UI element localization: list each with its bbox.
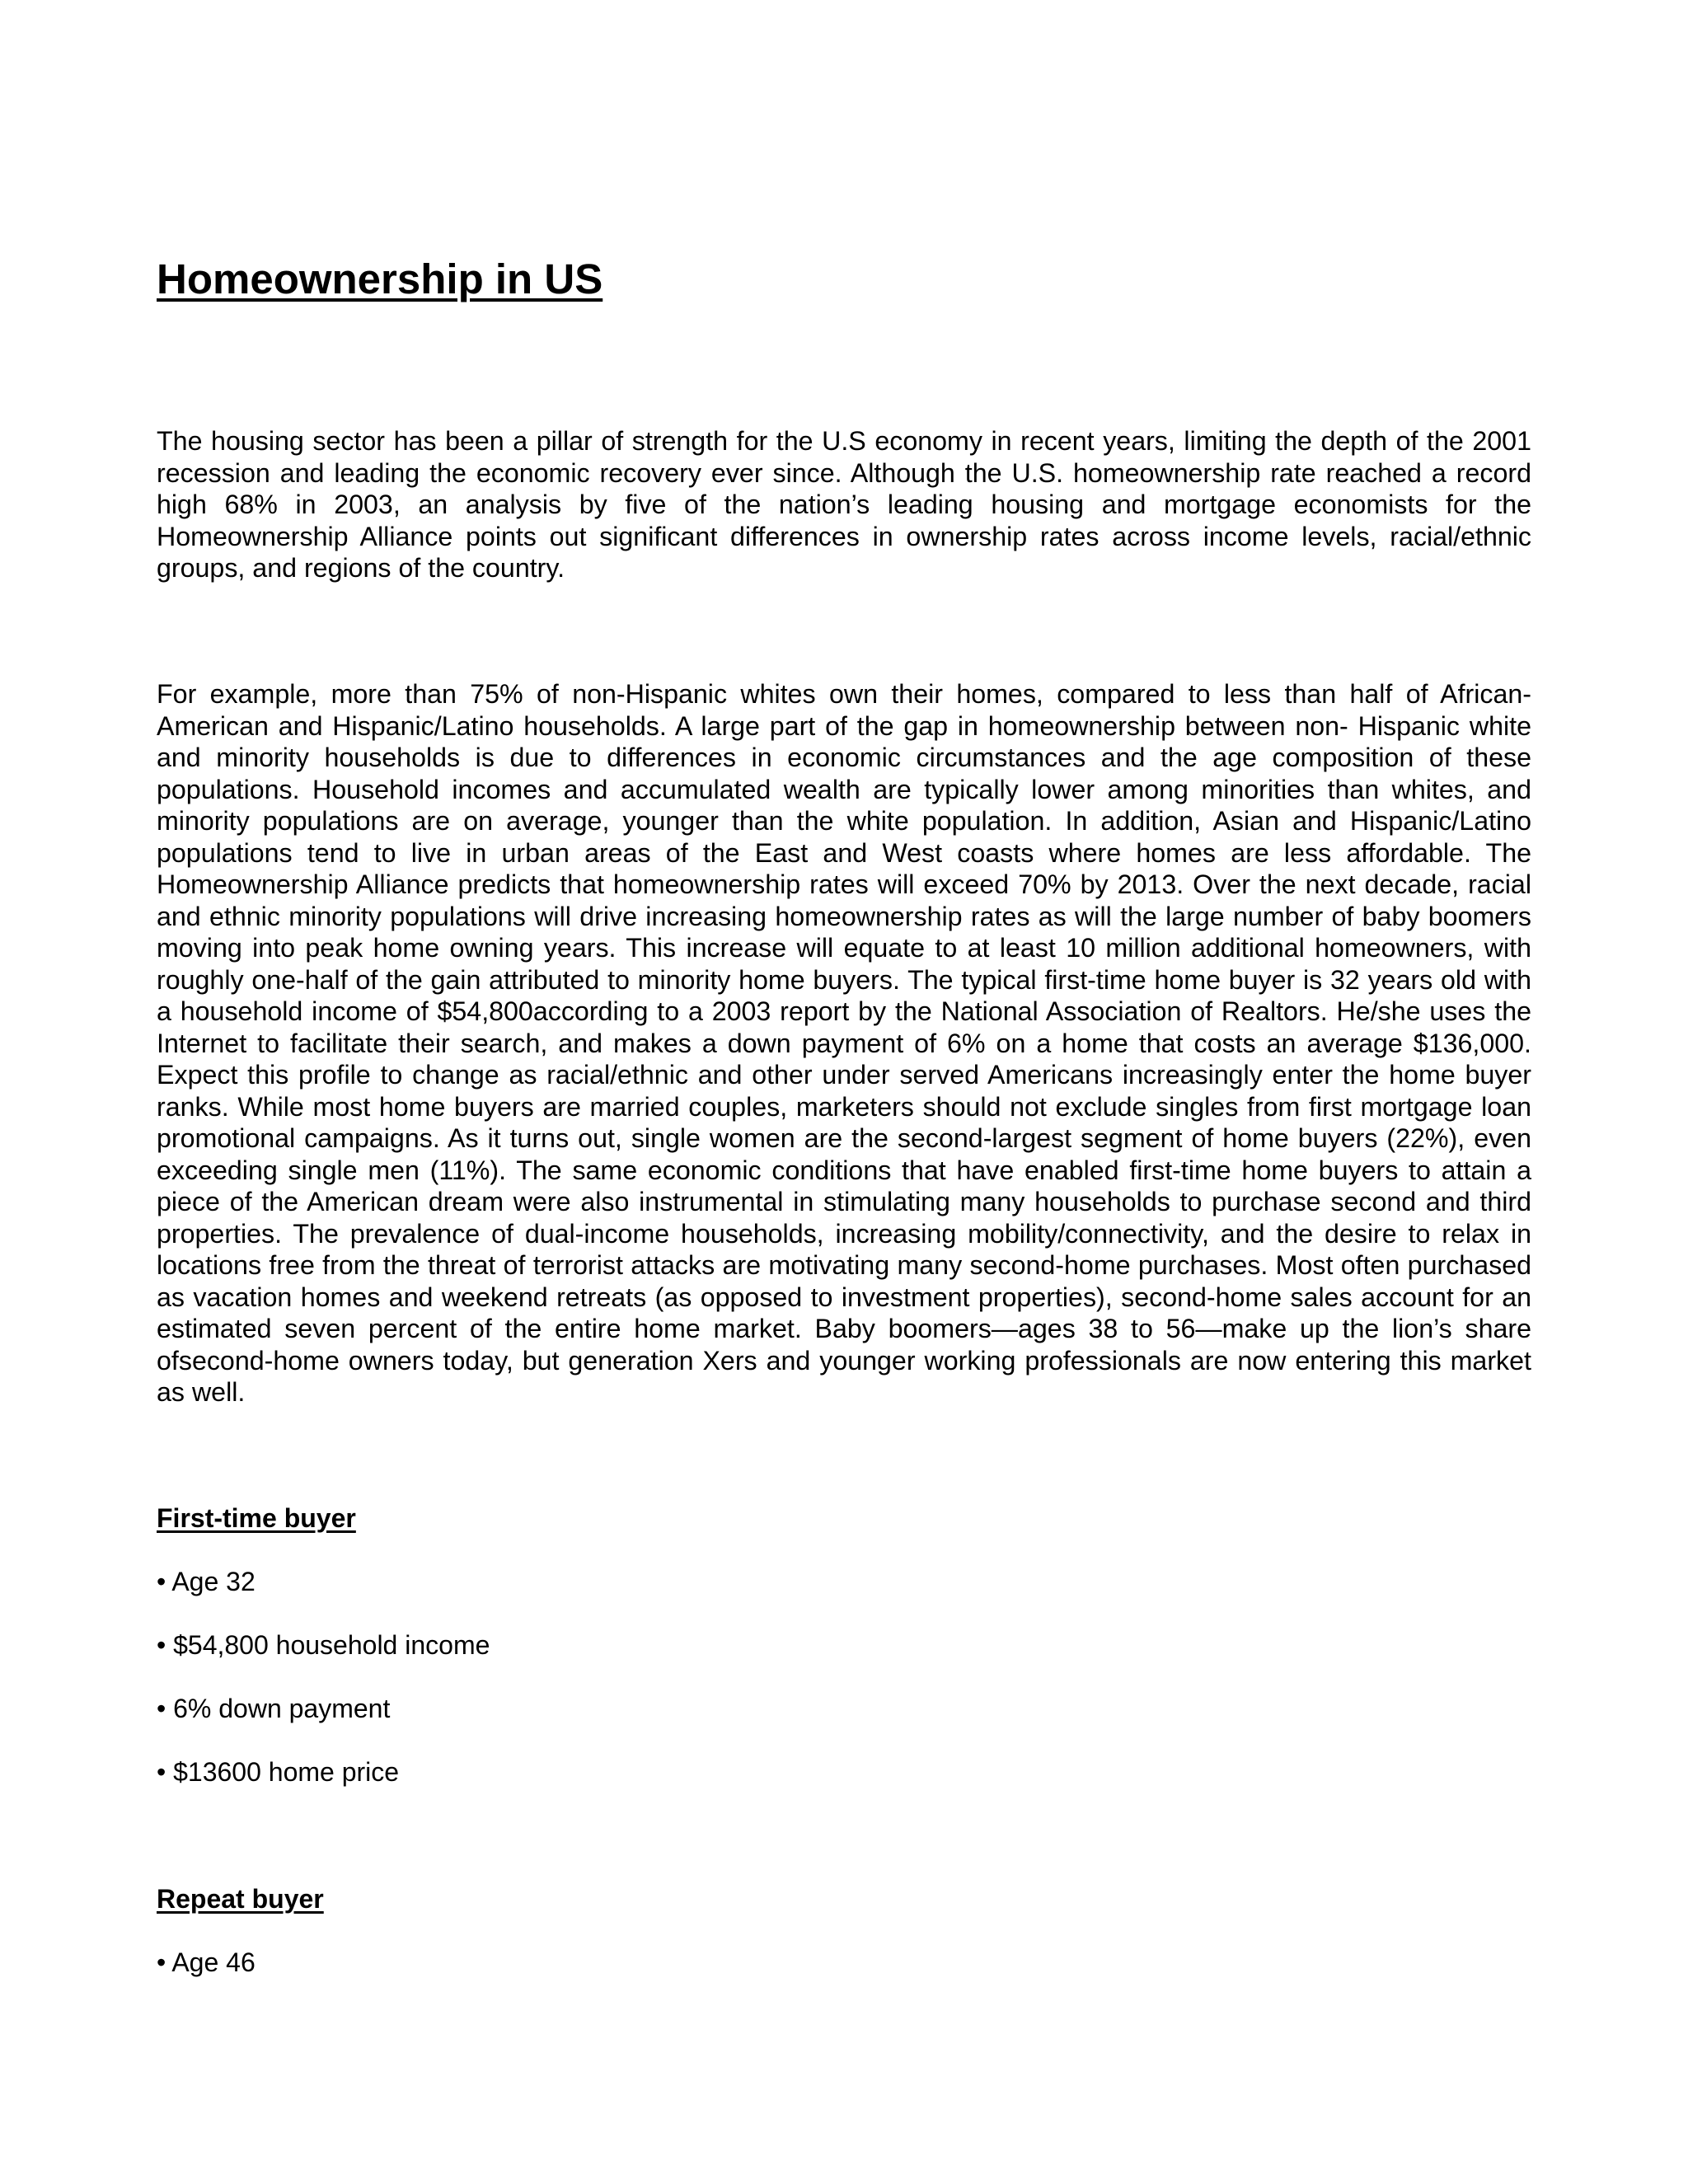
first-time-buyer-item-income: • $54,800 household income <box>157 1630 490 1660</box>
body-paragraph: For example, more than 75% of non-Hispanic whites own their homes, compared to less than half of African-American and Hispanic/Latino households. A large part of the gap in homeownership between non- Hispanic white and minority households is due to differences in economic circumstances and the age composition of these populations. Household incomes and accumulated wealth are typically lower among minorities than whites, and minority populations are on average, younger than the white population. In addition, Asian and Hispanic/Latino populations tend to live in urban areas of the East and West coasts where homes are less affordable. The Homeownership Alliance predicts that homeownership rates will exceed 70% by 2013. Over the next decade, racial and ethnic minority populations will drive increasing homeownership rates as will the large number of baby boomers moving into peak home owning years. This increase will equate to at least 10 million additional homeowners, with roughly one-half of the gain attributed to minority home buyers. The typical first-time home buyer is 32 years old with a household income of $54,800according to a 2003 report by the National Association of Realtors. He/she uses the Internet to facilitate their search, and makes a down payment of 6% on a home that costs an average $136,000. Expect this profile to change as racial/ethnic and other under served Americans increasingly enter the home buyer ranks. While most home buyers are married couples, marketers should not exclude singles from first mortgage loan promotional campaigns. As it turns out, single women are the second-largest segment of home buyers (22%), even exceeding single men (11%). The same economic conditions that have enabled first-time home buyers to attain a piece of the American dream were also instrumental in stimulating many households to purchase second and third properties. The prevalence of dual-income households, increasing mobility/connectivity, and the desire to relax in locations free from the threat of terrorist attacks are motivating many second-home purchases. Most often purchased as vacation homes and weekend retreats (as opposed to investment properties), second-home sales account for an estimated seven percent of the entire home market. Baby boomers—ages 38 to 56—make up the lion’s share ofsecond-home owners today, but generation Xers and younger working professionals are now entering this market as well. <box>157 679 1531 1407</box>
first-time-buyer-heading: First-time buyer <box>157 1503 356 1533</box>
first-time-buyer-item-home-price: • $13600 home price <box>157 1757 400 1787</box>
first-time-buyer-item-age: • Age 32 <box>157 1567 256 1596</box>
page-title: Homeownership in US <box>157 255 603 302</box>
intro-paragraph: The housing sector has been a pillar of strength for the U.S economy in recent years, limiting the depth of the 2001 recession and leading the economic recovery ever since. Although the U.S. homeownership rate reached a record high 68% in 2003, an analysis by five of the nation’s leading housing and mortgage economists for the Homeownership Alliance points out significant differences in ownership rates across income levels, racial/ethnic groups, and regions of the country. <box>157 426 1531 583</box>
repeat-buyer-item-age: • Age 46 <box>157 1947 256 1977</box>
repeat-buyer-heading: Repeat buyer <box>157 1884 324 1914</box>
first-time-buyer-item-down-payment: • 6% down payment <box>157 1694 391 1723</box>
